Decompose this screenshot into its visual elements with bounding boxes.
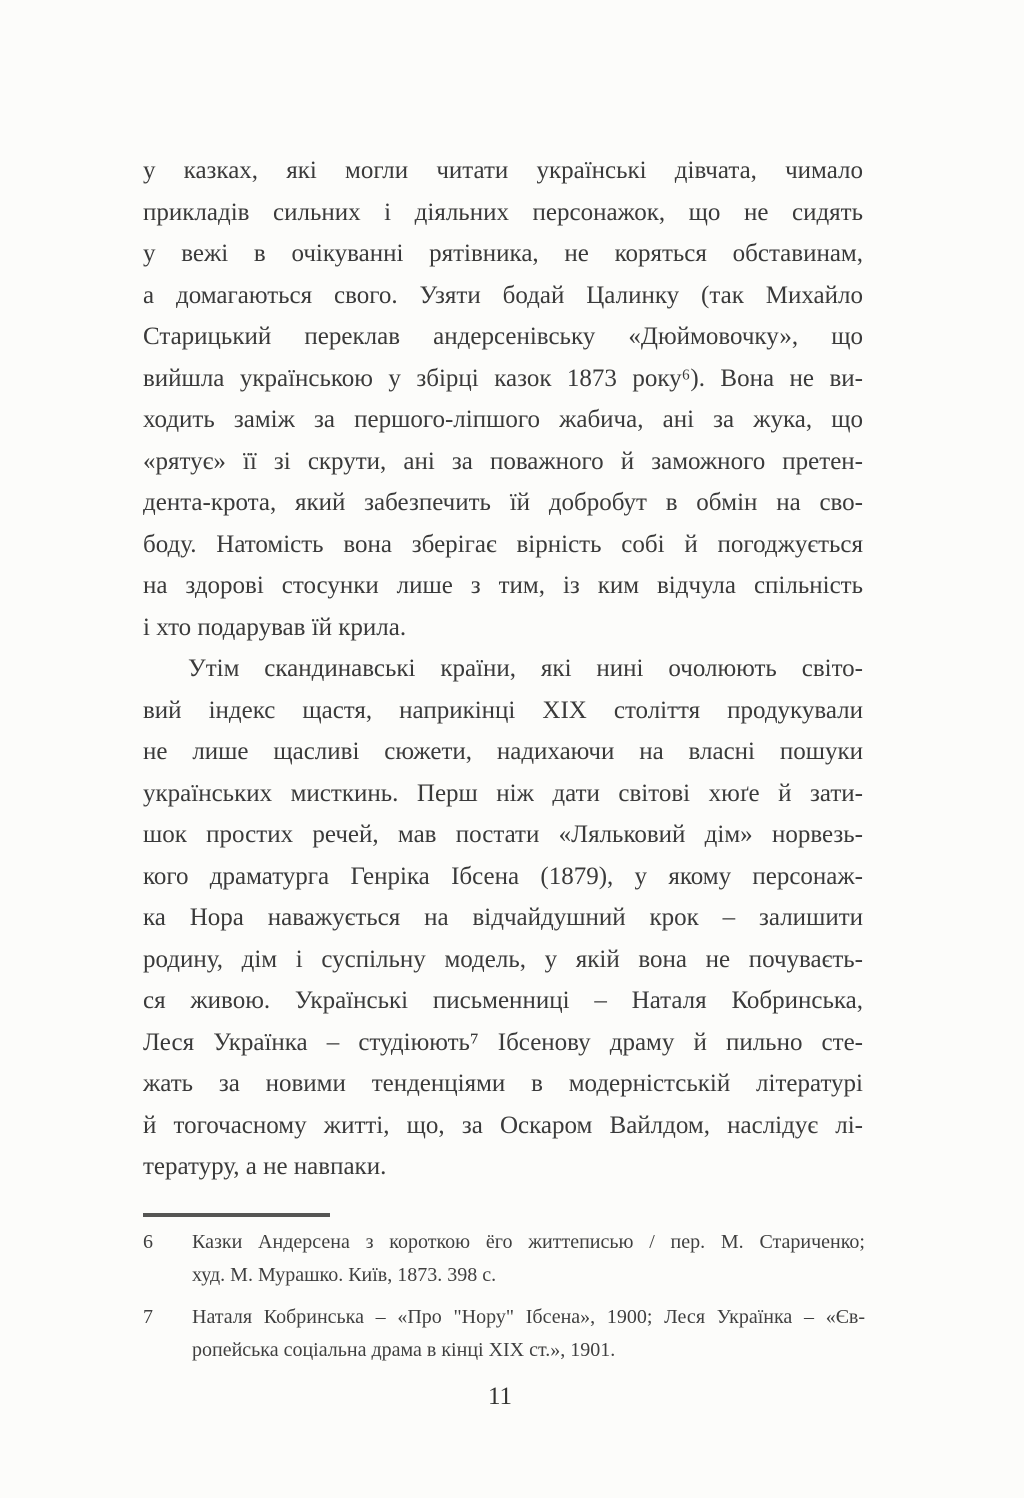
body-line: боду. Натомість вона зберігає вірність собі й погоджується xyxy=(143,530,863,558)
paragraph xyxy=(143,648,863,1188)
body-text xyxy=(143,150,863,1188)
body-line: на здорові стосунки лише з тим, із ким відчула спільність xyxy=(143,572,863,599)
body-line: жать за новими тенденціями в модерністській літературі xyxy=(143,1070,863,1097)
footnote-text xyxy=(192,1301,865,1367)
body-line: ся живою. Українські письменниці – Наталя Кобринська, xyxy=(143,987,863,1014)
body-line: ка Нора наважується на відчайдушний крок – залишити xyxy=(143,904,863,931)
body-line: шок простих речей, мав постати «Ляльковий дім» норвезь- xyxy=(143,821,863,848)
body-line: вий індекс щастя, наприкінці XIX століття продукували xyxy=(143,696,863,724)
footnote-line: Казки Андерсена з короткою ёго життеписью / пер. М. Стариченко; xyxy=(192,1231,865,1253)
footnotes xyxy=(143,1226,865,1376)
body-line: Утім скандинавські країни, які нині очолюють світо- xyxy=(188,655,863,682)
body-line: вийшла українською у збірці казок 1873 року⁶). Вона не ви- xyxy=(143,364,863,392)
footnote-number: 7 xyxy=(143,1306,153,1328)
body-line: прикладів сильних і діяльних персонажок, що не сидять xyxy=(143,198,863,226)
body-line: не лише щасливі сюжети, надихаючи на власні пошуки xyxy=(143,738,863,765)
body-line: українських мисткинь. Перш ніж дати світові хюґе й зати- xyxy=(143,779,863,807)
footnote-divider-rule xyxy=(143,1213,330,1217)
body-line: у казках, які могли читати українські дівчата, чимало xyxy=(143,157,863,184)
footnote-line: Наталя Кобринська – «Про "Нору" Ібсена», 1900; Леся Українка – «Єв- xyxy=(192,1306,865,1328)
body-line: «рятує» її зі скрути, ані за поважного й заможного претен- xyxy=(143,447,863,475)
footnote-line: ропейська соціальна драма в кінці XIX ст.», 1901. xyxy=(192,1339,616,1361)
body-line: дента-крота, який забезпечить їй добробут в обмін на сво- xyxy=(143,489,863,516)
paragraph xyxy=(143,150,863,648)
footnote-text xyxy=(192,1226,865,1292)
body-line: Старицький переклав андерсенівську «Дюймовочку», що xyxy=(143,323,863,350)
page-number: 11 xyxy=(487,1383,513,1410)
body-line: тературу, а не навпаки. xyxy=(143,1153,387,1180)
footnote-line: худ. М. Мурашко. Київ, 1873. 398 с. xyxy=(192,1264,497,1286)
body-line: родину, дім і суспільну модель, у якій вона не почуваєть- xyxy=(143,945,863,973)
body-line: кого драматурга Генріка Ібсена (1879), у якому персонаж- xyxy=(143,862,863,890)
footnote-number: 6 xyxy=(143,1231,153,1253)
footnote xyxy=(143,1226,865,1292)
body-line: Леся Українка – студіюють⁷ Ібсенову драму й пильно сте- xyxy=(143,1028,863,1056)
body-line: а домагаються свого. Узяти бодай Цалинку (так Михайло xyxy=(143,281,863,309)
body-line: у вежі в очікуванні рятівника, не коряться обставинам, xyxy=(143,240,863,267)
footnote xyxy=(143,1301,865,1367)
body-line: і хто подарував їй крила. xyxy=(143,613,407,641)
body-line: ходить заміж за першого-ліпшого жабича, ані за жука, що xyxy=(143,406,863,433)
body-line: й тогочасному житті, що, за Оскаром Вайлдом, наслідує лі- xyxy=(143,1111,863,1139)
